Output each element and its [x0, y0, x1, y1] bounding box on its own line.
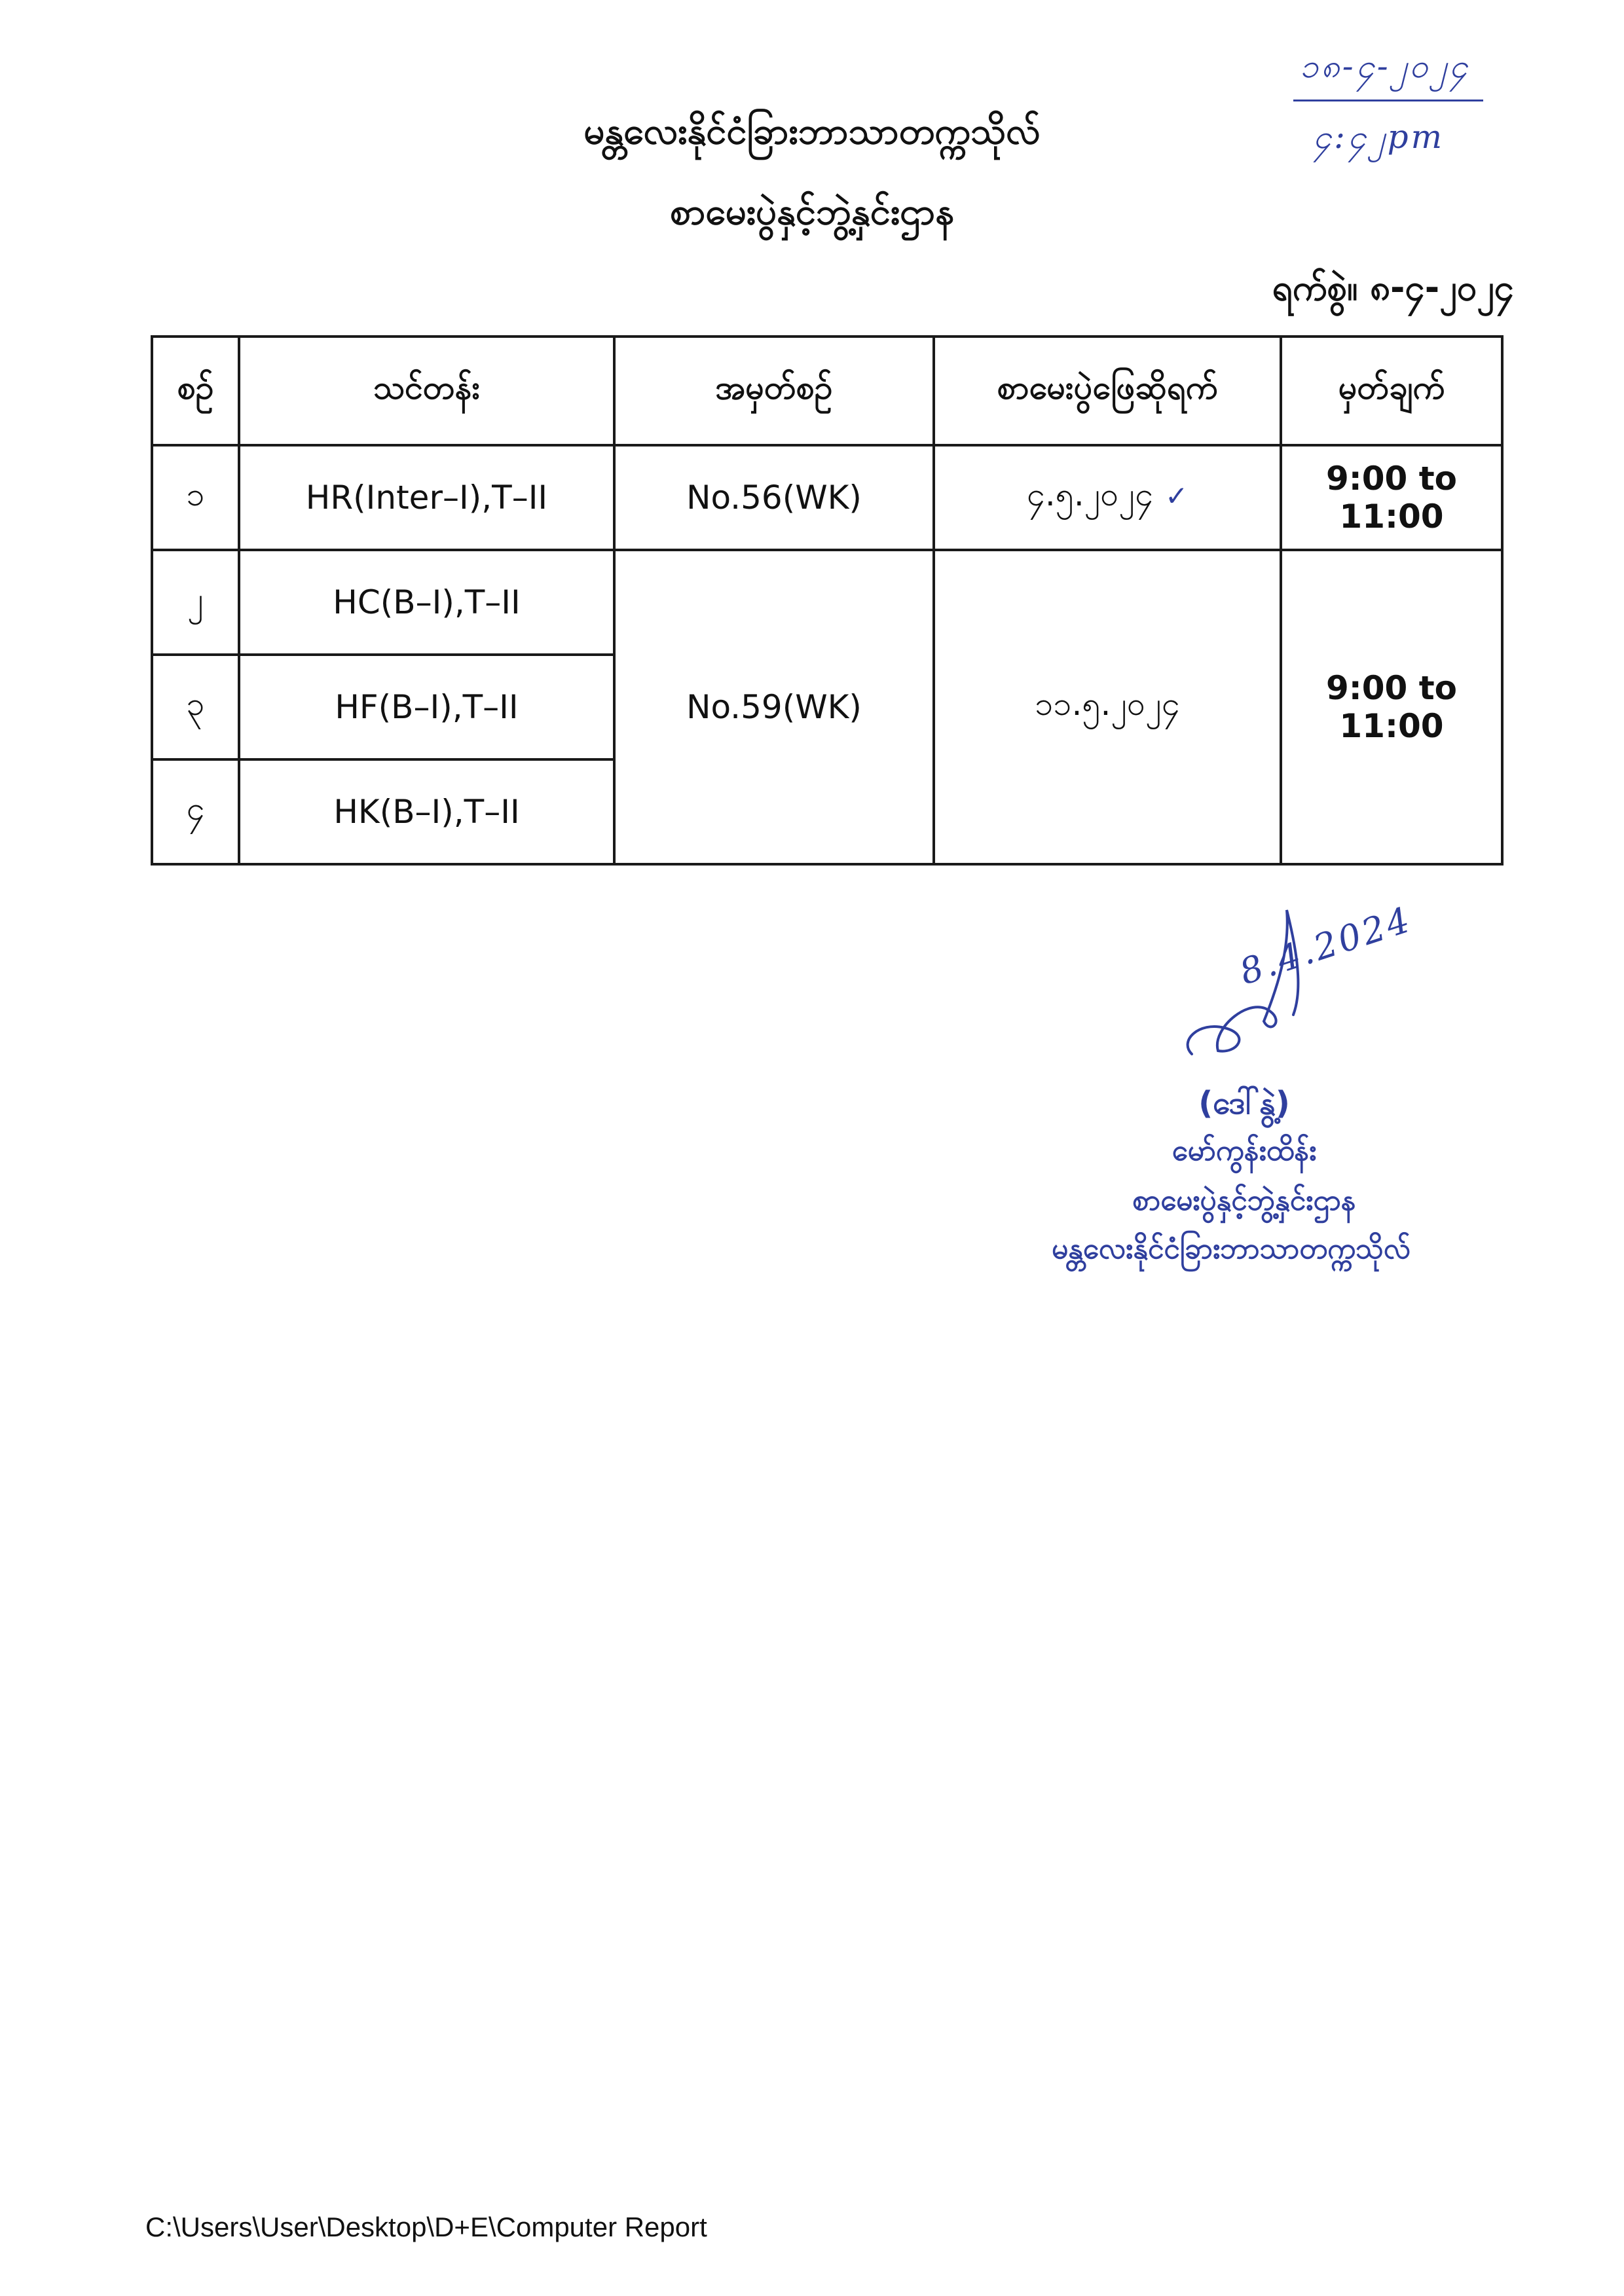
signer-organization: မန္တလေးနိုင်ငံခြားဘာသာတက္ကသိုလ်: [1052, 1232, 1411, 1266]
handwritten-note-date: ၁၈-၄-၂၀၂၄: [1300, 47, 1470, 85]
header-no: စဉ်: [152, 337, 239, 445]
handwritten-note-time: ၄:၄၂pm: [1313, 118, 1445, 156]
row-subject: HF(B–I),T–II: [239, 655, 614, 759]
organization-title: မန္တလေးနိုင်ငံခြားဘာသာတက္ကသိုလ်: [583, 110, 1041, 153]
row-no: ၂: [152, 550, 239, 655]
table-header-row: [152, 337, 1502, 445]
row-subject: HR(Inter–I),T–II: [239, 445, 614, 550]
handwritten-underline: [1293, 100, 1483, 101]
letter-date: ရက်စွဲ။ ၈-၄-၂၀၂၄: [1272, 267, 1514, 308]
row-time: 9:00 to 11:00: [1281, 445, 1502, 550]
row-subject: HC(B–I),T–II: [239, 550, 614, 655]
signer-title: မော်ကွန်းထိန်း: [1172, 1134, 1317, 1167]
signer-name: (ဒေါ်နွဲ့): [1198, 1085, 1290, 1121]
header-date: စာမေးပွဲဖြေဆိုရက်: [934, 337, 1281, 445]
row-no: ၃: [152, 655, 239, 759]
row-date: ၄.၅.၂၀၂၄: [1026, 475, 1154, 513]
checkmark-icon: ✓: [1165, 479, 1189, 512]
header-remark: မှတ်ချက်: [1281, 337, 1502, 445]
header-subject: သင်တန်း: [239, 337, 614, 445]
signer-department: စာမေးပွဲနှင့်ဘွဲ့နှင်းဌာန: [1132, 1184, 1356, 1217]
header-room: အမှတ်စဉ်: [614, 337, 934, 445]
table-row: [152, 550, 1502, 655]
department-title: စာမေးပွဲနှင့်ဘွဲ့နှင်းဌာန: [669, 191, 955, 233]
row-no: ၄: [152, 759, 239, 864]
exam-schedule-table: [151, 335, 1504, 866]
row-room: No.56(WK): [614, 445, 934, 550]
footer-file-path: C:\Users\User\Desktop\D+E\Computer Report: [145, 2212, 707, 2242]
group-date: ၁၁.၅.၂၀၂၄: [934, 550, 1281, 864]
row-no: ၁: [152, 445, 239, 550]
row-subject: HK(B–I),T–II: [239, 759, 614, 864]
group-room: No.59(WK): [614, 550, 934, 864]
signature-date: 8.4.2024: [1234, 898, 1417, 993]
table-row: [152, 445, 1502, 550]
group-time: 9:00 to 11:00: [1281, 550, 1502, 864]
row-date-cell: [934, 445, 1281, 550]
